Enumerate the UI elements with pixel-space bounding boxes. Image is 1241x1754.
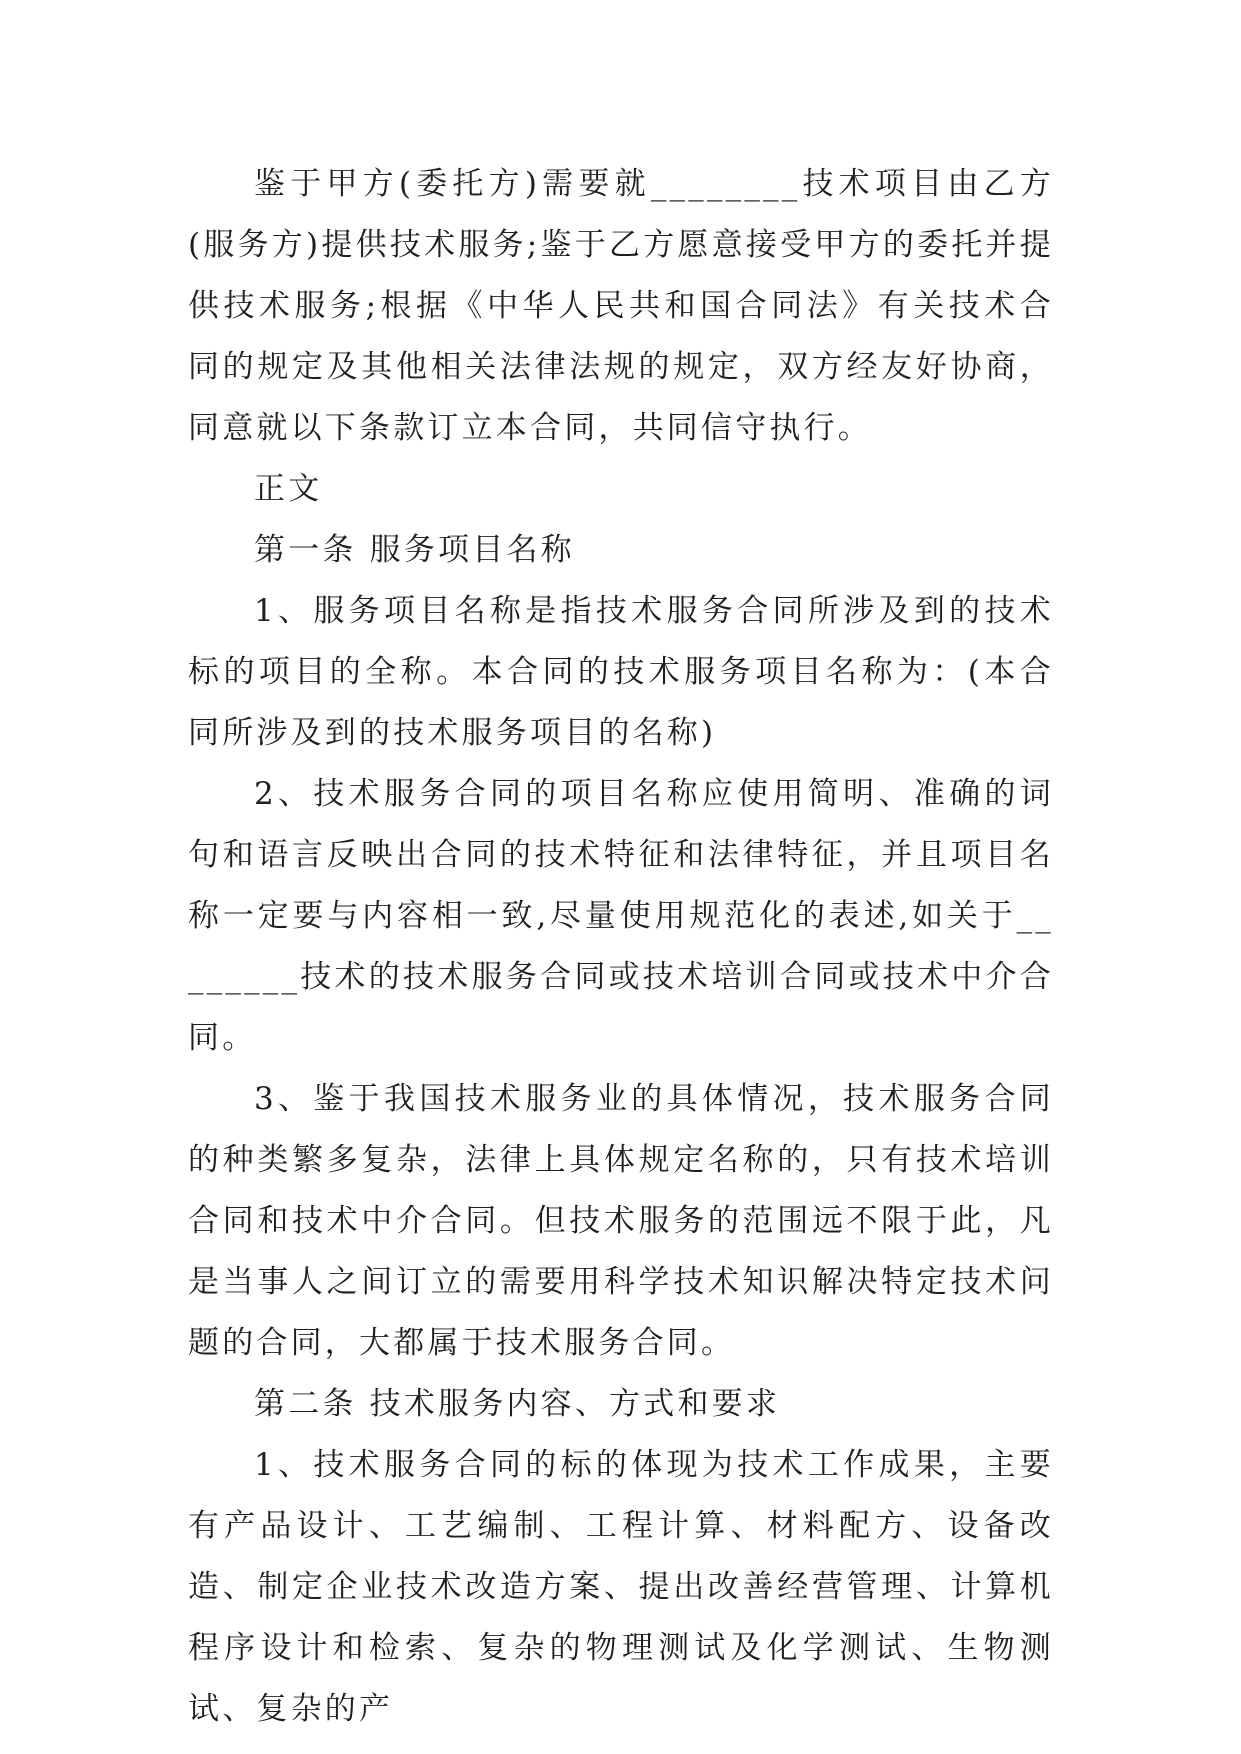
article-2-clause-1: 1、技术服务合同的标的体现为技术工作成果，主要有产品设计、工艺编制、工程计算、材料配方、设备改造、制定企业技术改造方案、提出改善经营管理、计算机程序设计和检索、复杂的物理测试及化学测试、生物测试、复杂的产 (188, 1447, 1054, 1727)
body-heading: 正文 (254, 471, 323, 507)
article-1-clause-1: 1、服务项目名称是指技术服务合同所涉及到的技术标的项目的全称。本合同的技术服务项目名称为：(本合同所涉及到的技术服务项目的名称) (188, 593, 1054, 751)
article-2-heading: 第二条 技术服务内容、方式和要求 (254, 1386, 781, 1422)
article-1-heading: 第一条 服务项目名称 (254, 532, 575, 568)
article-1-clause-3: 3、鉴于我国技术服务业的具体情况，技术服务合同的种类繁多复杂，法律上具体规定名称的，只有技术培训合同和技术中介合同。但技术服务的范围远不限于此，凡是当事人之间订立的需要用科学技术知识解决特定技术问题的合同，大都属于技术服务合同。 (188, 1081, 1054, 1361)
document-page (188, 154, 1054, 1740)
preamble-paragraph: 鉴于甲方(委托方)需要就________技术项目由乙方(服务方)提供技术服务;鉴于乙方愿意接受甲方的委托并提供技术服务;根据《中华人民共和国合同法》有关技术合同的规定及其他相关法律法规的规定，双方经友好协商，同意就以下条款订立本合同，共同信守执行。 (188, 166, 1054, 446)
article-1-clause-2: 2、技术服务合同的项目名称应使用简明、准确的词句和语言反映出合同的技术特征和法律特征，并且项目名称一定要与内容相一致,尽量使用规范化的表述,如关于________技术的技术服务合同或技术培训合同或技术中介合同。 (188, 776, 1054, 1056)
